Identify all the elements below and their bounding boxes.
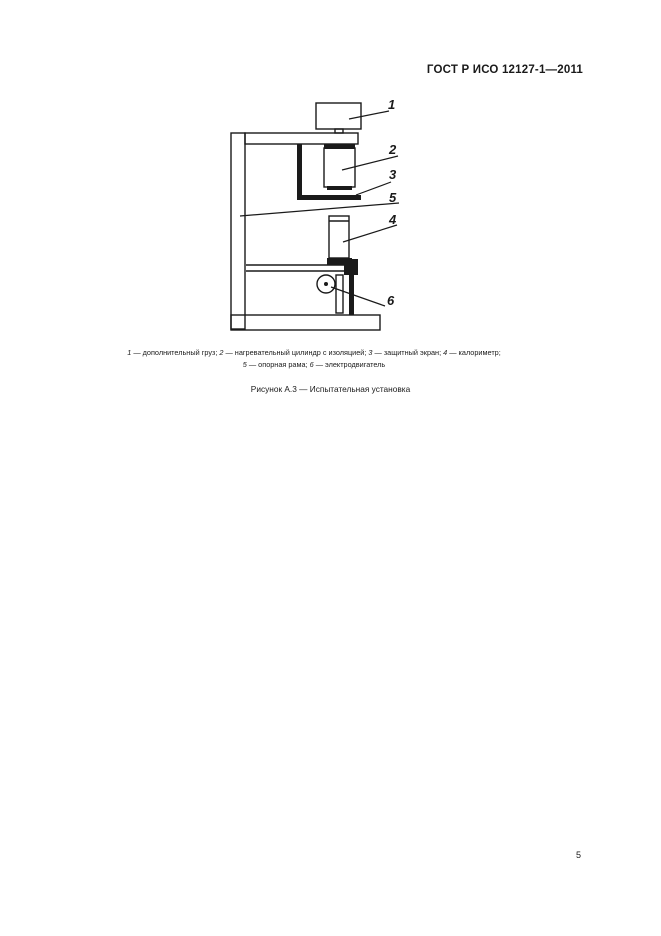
callout-label-5: 5 xyxy=(389,190,397,205)
protective-shield xyxy=(297,144,361,200)
legend-text: — электродвигатель xyxy=(313,360,386,369)
callout-label-6: 6 xyxy=(387,293,395,308)
legend-number: 5 xyxy=(242,360,247,369)
legend-text: — нагревательный цилиндр с изоляцией; xyxy=(223,348,369,357)
callout-label-1: 1 xyxy=(388,97,396,112)
callout-label-4: 4 xyxy=(389,212,397,227)
support-frame xyxy=(231,133,380,330)
legend-text: — калориметр; xyxy=(447,348,501,357)
document-header: ГОСТ Р ИСО 12127-1—2011 xyxy=(426,64,583,76)
figure-legend xyxy=(84,347,544,371)
figure-caption: Рисунок А.3 — Испытательная установка xyxy=(250,384,411,394)
callout-label-2: 2 xyxy=(389,142,397,157)
legend-number: 6 xyxy=(309,360,314,369)
test-setup-figure xyxy=(0,0,661,340)
legend-number: 3 xyxy=(368,348,373,357)
legend-text: — защитный экран; xyxy=(372,348,444,357)
legend-line-2 xyxy=(84,359,544,371)
calorimeter xyxy=(329,216,349,258)
callout-label-3: 3 xyxy=(389,167,397,182)
legend-number: 1 xyxy=(127,348,132,357)
legend-line-1 xyxy=(84,347,544,359)
legend-number: 2 xyxy=(219,348,224,357)
legend-text: — опорная рама; xyxy=(246,360,310,369)
legend-number: 4 xyxy=(443,348,448,357)
page-number: 5 xyxy=(576,850,582,860)
legend-text: — дополнительный груз; xyxy=(131,348,220,357)
